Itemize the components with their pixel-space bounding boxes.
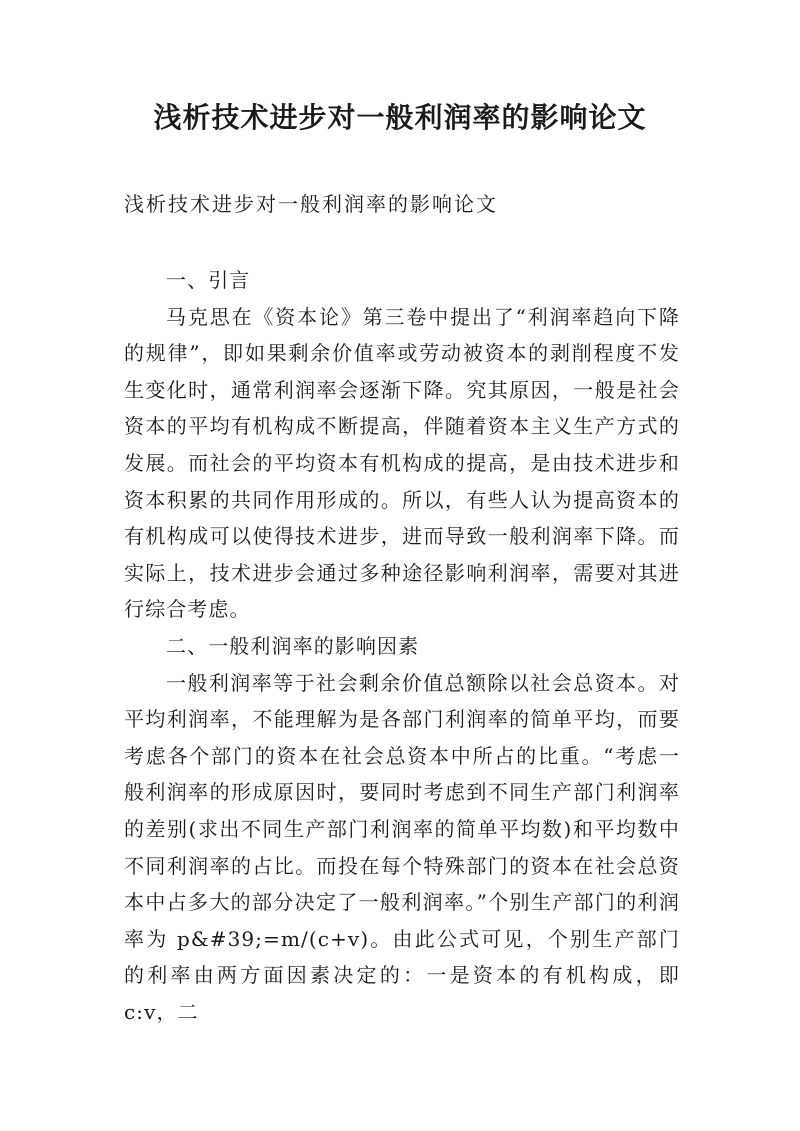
section-heading-factors: 二、一般利润率的影响因素 (166, 633, 420, 658)
document-subtitle: 浅析技术进步对一般利润率的影响论文 (124, 192, 498, 216)
document-body (124, 262, 680, 1030)
document-title: 浅析技术进步对一般利润率的影响论文 (153, 101, 647, 134)
section-heading-intro: 一、引言 (166, 268, 251, 292)
paragraph-intro: 马克思在《资本论》第三卷中提出了“利润率趋向下降的规律”，即如果剩余价值率或劳动被资本的剥削程度不发生变化时，通常利润率会逐渐下降。究其原因，一般是社会资本的平均有机构成不断提高，伴随着资本主义生产方式的发展。而社会的平均资本有机构成的提高，是由技术进步和资本积累的共同作用形成的。所以，有些人认为提高资本的有机构成可以使得技术进步，进而导致一般利润率下降。而实际上，技术进步会通过多种途径影响利润率，需要对其进行综合考虑。 (124, 304, 680, 622)
paragraph-factors: 一般利润率等于社会剩余价值总额除以社会总资本。对平均利润率，不能理解为是各部门利润率的简单平均，而要考虑各个部门的资本在社会总资本中所占的比重。“考虑一般利润率的形成原因时，要同时考虑到不同生产部门利润率的差别(求出不同生产部门利润率的简单平均数)和平均数中不同利润率的占比。而投在每个特殊部门的资本在社会总资本中占多大的部分决定了一般利润率。”个别生产部门的利润率为 p&#39;=m/(c+v)。由此公式可见，个别生产部门的利率由两方面因素决定的：一是资本的有机构成，即 c:v，二 (124, 670, 680, 1024)
